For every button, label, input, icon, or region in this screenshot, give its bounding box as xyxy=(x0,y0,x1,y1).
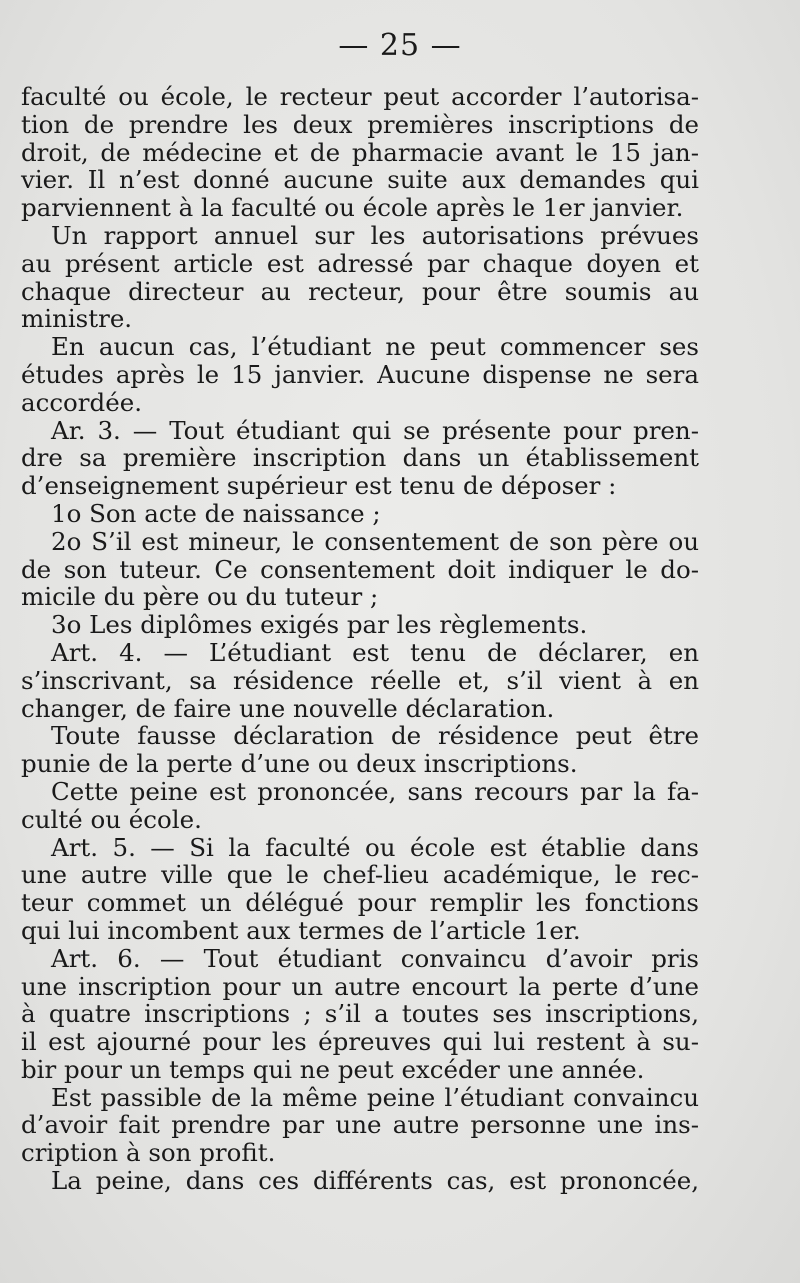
text-line: Ar. 3. — Tout étudiant qui se présente pour pren- xyxy=(51,415,699,445)
text-line: micile du père ou du tuteur ; xyxy=(21,582,379,612)
text-line: parviennent à la faculté ou école après le 1er janvier. xyxy=(21,193,684,223)
text-line: bir pour un temps qui ne peut excéder une année. xyxy=(21,1054,645,1084)
text-line: droit, de médecine et de pharmacie avant le 15 jan- xyxy=(21,137,699,167)
text-line: teur commet un délégué pour remplir les fonctions xyxy=(21,888,699,918)
text-line: ministre. xyxy=(21,304,133,334)
text-line: accordée. xyxy=(21,387,142,417)
text-line: Un rapport annuel sur les autorisations prévues xyxy=(51,220,699,250)
text-line: Art. 6. — Tout étudiant convaincu d’avoir pris xyxy=(51,943,699,973)
text-line: à quatre inscriptions ; s’il a toutes ses inscriptions, xyxy=(21,999,699,1029)
text-line: études après le 15 janvier. Aucune dispense ne sera xyxy=(21,359,699,389)
text-line: culté ou école. xyxy=(21,804,202,834)
text-line: une inscription pour un autre encourt la perte d’une xyxy=(21,971,699,1001)
text-line: de son tuteur. Ce consentement doit indiquer le do- xyxy=(21,554,699,584)
text-line: 2o S’il est mineur, le consentement de son père ou xyxy=(51,526,699,556)
text-line: 3o Les diplômes exigés par les règlements. xyxy=(51,610,588,640)
text-line: vier. Il n’est donné aucune suite aux demandes qui xyxy=(21,165,699,195)
text-line: Art. 4. — L’étudiant est tenu de déclarer, en xyxy=(51,637,699,667)
text-line: cription à son profit. xyxy=(21,1138,276,1168)
text-line: chaque directeur au recteur, pour être soumis au xyxy=(21,276,699,306)
text-line: La peine, dans ces différents cas, est prononcée, xyxy=(51,1166,699,1196)
text-line: changer, de faire une nouvelle déclaration. xyxy=(21,693,555,723)
text-line: tion de prendre les deux premières inscriptions de xyxy=(21,109,699,139)
text-line: Est passible de la même peine l’étudiant convaincu xyxy=(51,1082,699,1112)
text-line: d’enseignement supérieur est tenu de déposer : xyxy=(21,471,617,501)
text-line: Art. 5. — Si la faculté ou école est établie dans xyxy=(51,832,699,862)
text-line: qui lui incombent aux termes de l’article 1er. xyxy=(21,915,581,945)
text-line: dre sa première inscription dans un établissement xyxy=(21,443,699,473)
text-line: s’inscrivant, sa résidence réelle et, s’il vient à en xyxy=(21,665,699,695)
text-line: Toute fausse déclaration de résidence peut être xyxy=(51,721,699,751)
text-line: une autre ville que le chef-lieu académique, le rec- xyxy=(21,860,699,890)
page-body-text xyxy=(21,83,699,1195)
text-line: faculté ou école, le recteur peut accorder l’autorisa- xyxy=(21,82,699,111)
text-line: En aucun cas, l’étudiant ne peut commencer ses xyxy=(51,332,699,362)
text-line: il est ajourné pour les épreuves qui lui restent à su- xyxy=(21,1027,699,1057)
text-line: Cette peine est prononcée, sans recours par la fa- xyxy=(51,776,699,806)
text-line: au présent article est adressé par chaque doyen et xyxy=(21,248,699,278)
text-line: d’avoir fait prendre par une autre personne une ins- xyxy=(21,1110,699,1140)
page-number: — 25 — xyxy=(338,28,462,63)
text-line: punie de la perte d’une ou deux inscriptions. xyxy=(21,749,578,779)
text-line: 1o Son acte de naissance ; xyxy=(51,498,381,528)
